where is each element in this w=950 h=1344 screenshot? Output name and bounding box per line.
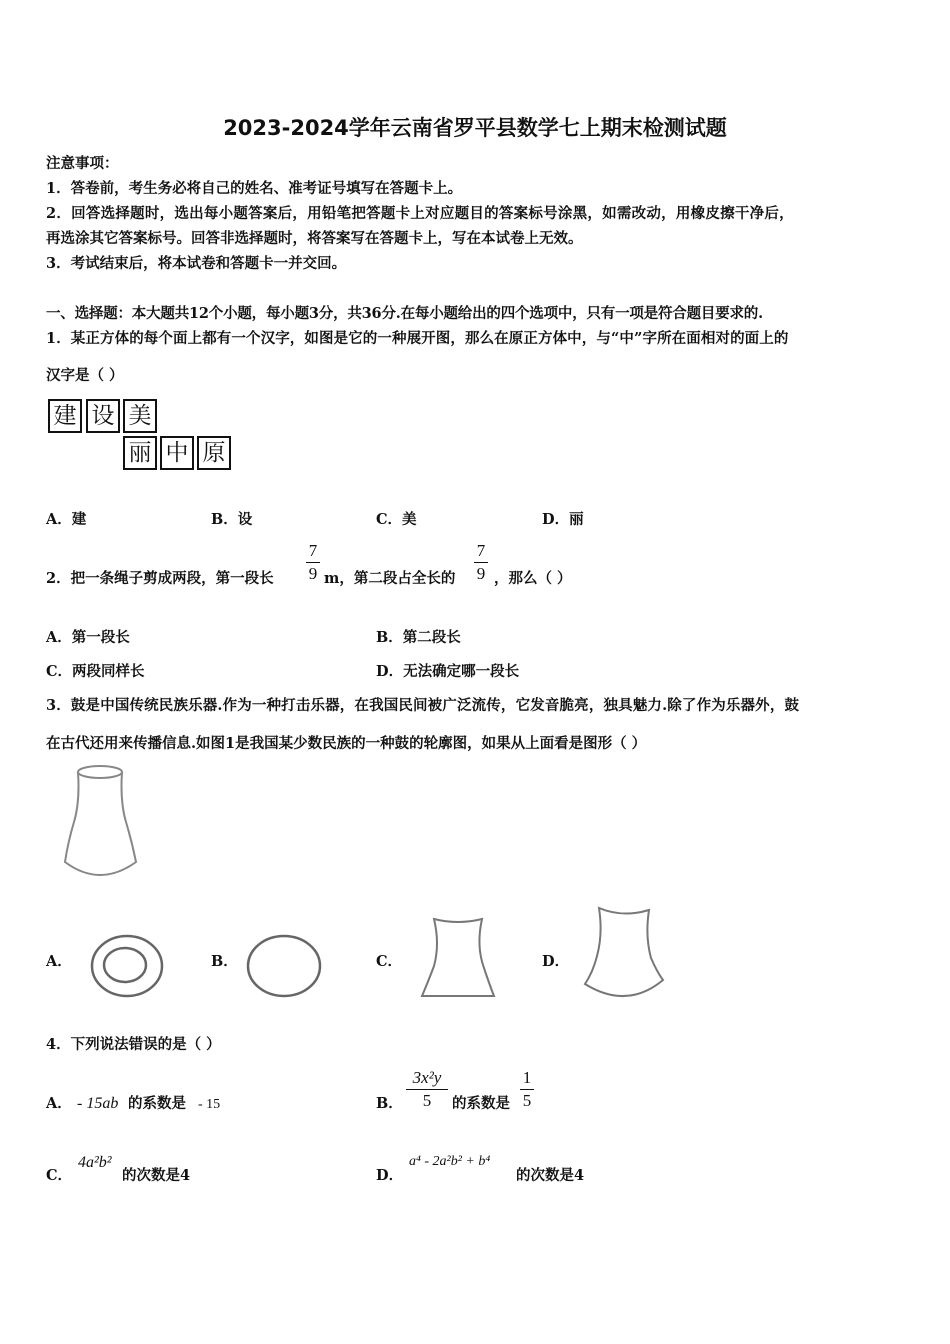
- option-c-text: 的次数是4: [122, 1167, 191, 1184]
- option-a-label: A．: [46, 1095, 72, 1112]
- net-cell: 丽: [123, 436, 157, 470]
- option-a: A．建: [46, 511, 87, 528]
- denominator: 9: [308, 564, 318, 583]
- net-cell: 建: [48, 399, 82, 433]
- question-4-stem: 4．下列说法错误的是（ ）: [46, 1036, 221, 1053]
- option-a-value: - 15: [198, 1097, 221, 1112]
- option-a: A．第一段长: [46, 629, 130, 646]
- option-a-expression: - 15ab: [77, 1095, 119, 1112]
- numerator: 7: [308, 541, 318, 560]
- question-1-stem-cont: 汉字是（ ）: [46, 367, 124, 384]
- question-2-stem-end: ，那么（ ）: [494, 570, 572, 587]
- question-1-stem: 1．某正方体的每个面上都有一个汉字，如图是它的一种展开图，那么在原正方体中，与“中”字所在面相对的面上的: [46, 330, 789, 347]
- option-b: B．第二段长: [376, 629, 461, 646]
- option-b: B．设: [211, 511, 253, 528]
- notice-item: 2．回答选择题时，选出每小题答案后，用铅笔把答题卡上对应题目的答案标号涂黑，如需改动，用橡皮擦干净后，: [46, 205, 794, 222]
- option-d-figure: [583, 906, 667, 1000]
- denominator: 5: [522, 1091, 532, 1110]
- option-c-label: C．: [46, 1167, 73, 1184]
- option-a-text: 的系数是: [128, 1095, 186, 1112]
- option-c: C．美: [376, 511, 417, 528]
- question-2-stem-mid: m，第二段占全长的: [324, 570, 456, 587]
- fraction: [306, 541, 320, 584]
- option-b-label: B．: [376, 1095, 403, 1112]
- net-cell: 原: [197, 436, 231, 470]
- question-2-stem: 2．把一条绳子剪成两段，第一段长: [46, 570, 274, 587]
- fraction: [520, 1068, 534, 1111]
- option-c-figure: [418, 916, 498, 1000]
- net-cell: 中: [160, 436, 194, 470]
- option-d: D．无法确定哪一段长: [376, 663, 520, 680]
- option-c-expression: 4a²b²: [78, 1154, 112, 1171]
- option-d-label: D．: [376, 1167, 404, 1184]
- notice-heading: 注意事项：: [46, 155, 119, 172]
- option-b-label: B．: [211, 953, 238, 970]
- fraction: [406, 1068, 448, 1111]
- option-c-label: C．: [376, 953, 403, 970]
- numerator: 7: [476, 541, 486, 560]
- denominator: 9: [476, 564, 486, 583]
- notice-item: 再选涂其它答案标号。回答非选择题时，将答案写在答题卡上，写在本试卷上无效。: [46, 230, 583, 247]
- option-d-label: D．: [542, 953, 570, 970]
- drum-figure: [60, 762, 140, 882]
- option-a-figure: [90, 934, 164, 998]
- numerator: 3x²y: [412, 1068, 442, 1087]
- net-cell: 美: [123, 399, 157, 433]
- question-3-stem: 3．鼓是中国传统民族乐器.作为一种打击乐器，在我国民间被广泛流传，它发音脆亮，独具魅力.除了作为乐器外，鼓: [46, 697, 800, 714]
- option-a-label: A．: [46, 953, 72, 970]
- notice-item: 3．考试结束后，将本试卷和答题卡一并交回。: [46, 255, 347, 272]
- notice-item: 1．答卷前，考生务必将自己的姓名、准考证号填写在答题卡上。: [46, 180, 463, 197]
- question-3-stem-cont: 在古代还用来传播信息.如图1是我国某少数民族的一种鼓的轮廓图，如果从上面看是图形（ ）: [46, 735, 647, 752]
- option-b-figure: [246, 934, 324, 998]
- page-title: 2023-2024学年云南省罗平县数学七上期末检测试题: [223, 116, 727, 140]
- option-d-expression: a⁴ - 2a²b² + b⁴: [409, 1154, 491, 1169]
- section-heading: 一、选择题：本大题共12个小题，每小题3分，共36分.在每小题给出的四个选项中，只有一项是符合题目要求的.: [46, 305, 763, 322]
- option-d: D．丽: [542, 511, 584, 528]
- numerator: 1: [522, 1068, 532, 1087]
- option-b-text: 的系数是: [452, 1095, 510, 1112]
- option-d-text: 的次数是4: [516, 1167, 585, 1184]
- fraction: [474, 541, 488, 584]
- net-cell: 设: [86, 399, 120, 433]
- option-c: C．两段同样长: [46, 663, 145, 680]
- denominator: 5: [422, 1091, 432, 1110]
